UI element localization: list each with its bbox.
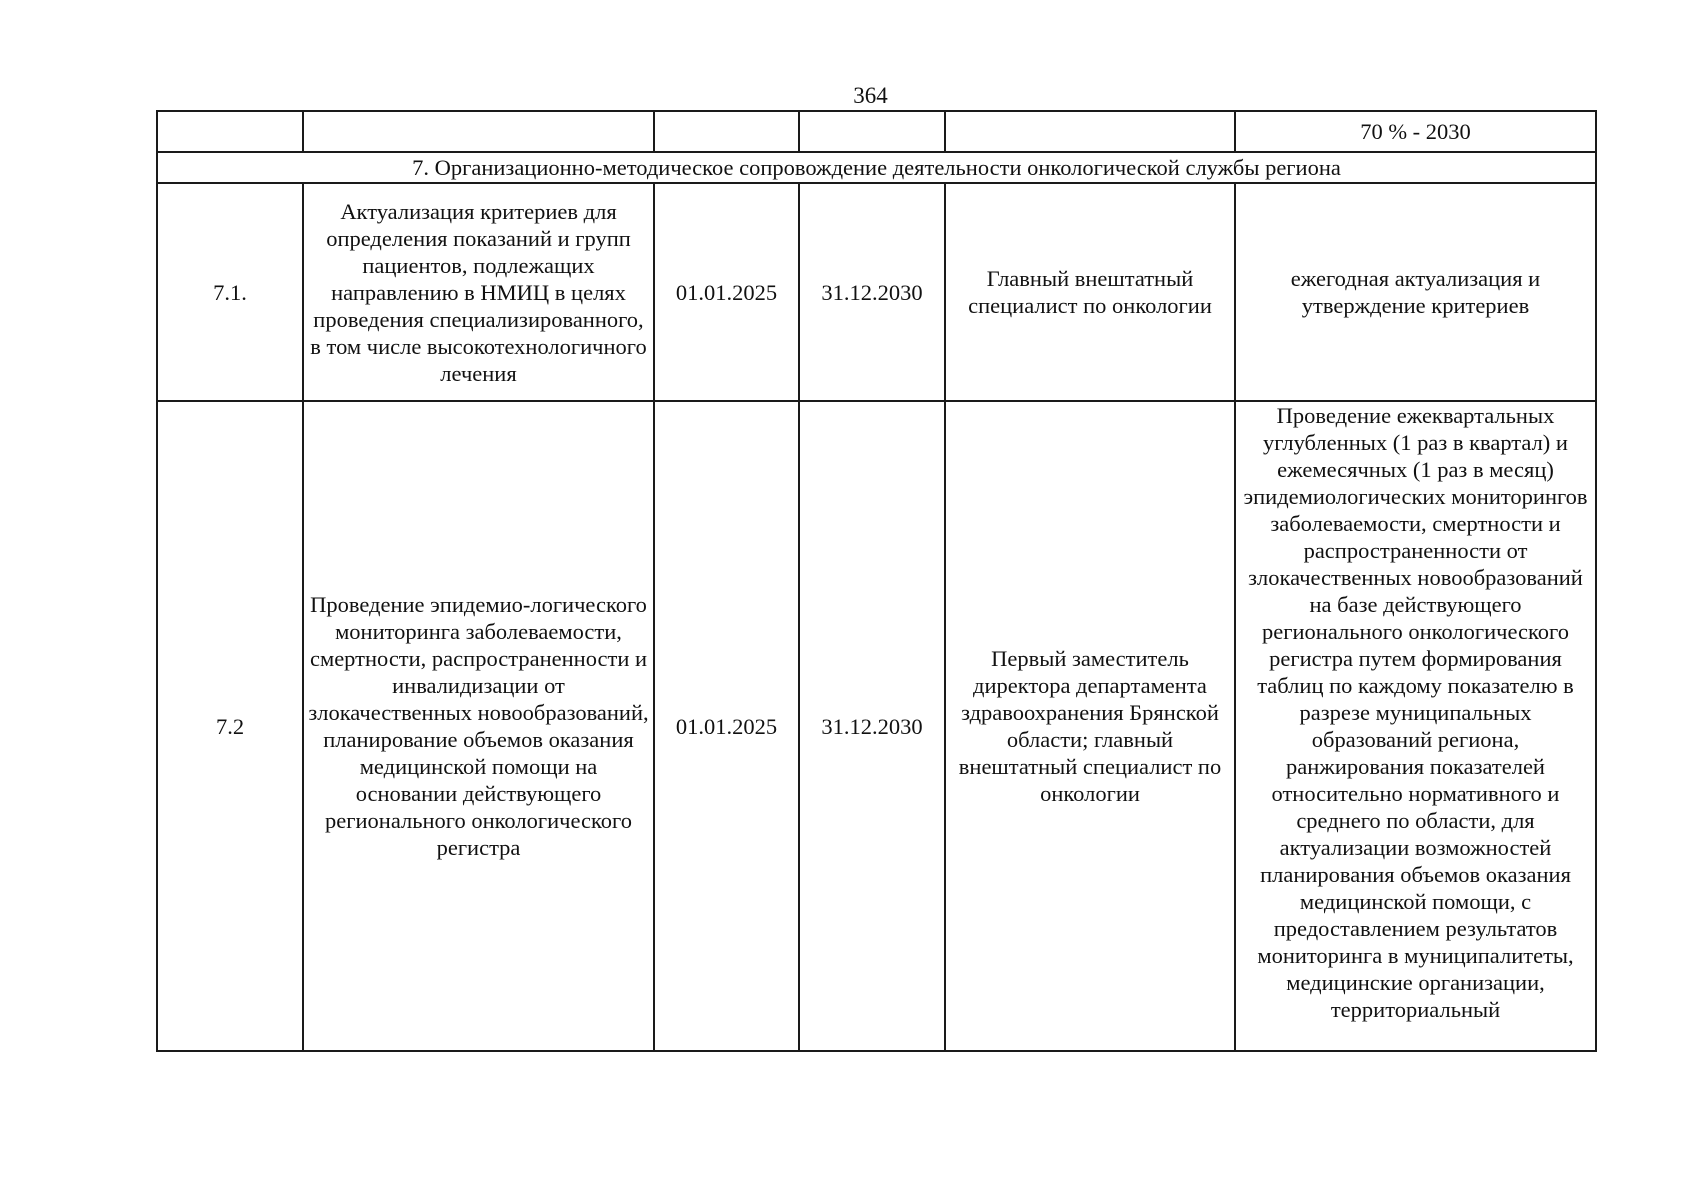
cell-number: 7.1.: [157, 183, 303, 401]
table-row: [157, 183, 1596, 401]
cell-result: ежегодная актуализация и утверждение критериев: [1235, 183, 1596, 401]
cell-responsible: Первый заместитель директора департамента здравоохранения Брянской области; главный внештатный специалист по онкологии: [945, 401, 1235, 1051]
page-number: 364: [853, 83, 888, 108]
cell-end-date: 31.12.2030: [799, 183, 945, 401]
cell-empty: [799, 111, 945, 152]
cell-empty: [654, 111, 799, 152]
table-row-continuation: [157, 111, 1596, 152]
cell-activity-name: Проведение эпидемио-логического мониторинга заболеваемости, смертности, распространенности и инвалидизации от злокачественных новообразований, планирование объемов оказания медицинской помощи на основании действующего регионального онкологического регистра: [303, 401, 654, 1051]
cell-empty: [945, 111, 1235, 152]
cell-result-fragment: 70 % - 2030: [1235, 111, 1596, 152]
table-row: [157, 401, 1596, 1051]
cell-activity-name: Актуализация критериев для определения показаний и групп пациентов, подлежащих направлению в НМИЦ в целях проведения специализированного, в том числе высокотехнологичного лечения: [303, 183, 654, 401]
cell-result: Проведение ежеквартальных углубленных (1 раз в квартал) и ежемесячных (1 раз в месяц) эпидемиологических мониторингов заболеваемости, смертности и распространенности от злокачественных новообразований на базе действующего регионального онкологического регистра путем формирования таблиц по каждому показателю в разрезе муниципальных образований региона, ранжирования показателей относительно нормативного и среднего по области, для актуализации возможностей планирования объемов оказания медицинской помощи, с предоставлением результатов мониторинга в муниципалитеты, медицинские организации, территориальный: [1235, 401, 1596, 1051]
cell-empty: [303, 111, 654, 152]
section-header-row: [157, 152, 1596, 183]
cell-empty: [157, 111, 303, 152]
action-plan-table: [156, 110, 1597, 1052]
cell-start-date: 01.01.2025: [654, 183, 799, 401]
cell-responsible: Главный внештатный специалист по онкологии: [945, 183, 1235, 401]
section-title: 7. Организационно-методическое сопровождение деятельности онкологической службы региона: [157, 152, 1596, 183]
cell-end-date: 31.12.2030: [799, 401, 945, 1051]
cell-number: 7.2: [157, 401, 303, 1051]
cell-start-date: 01.01.2025: [654, 401, 799, 1051]
